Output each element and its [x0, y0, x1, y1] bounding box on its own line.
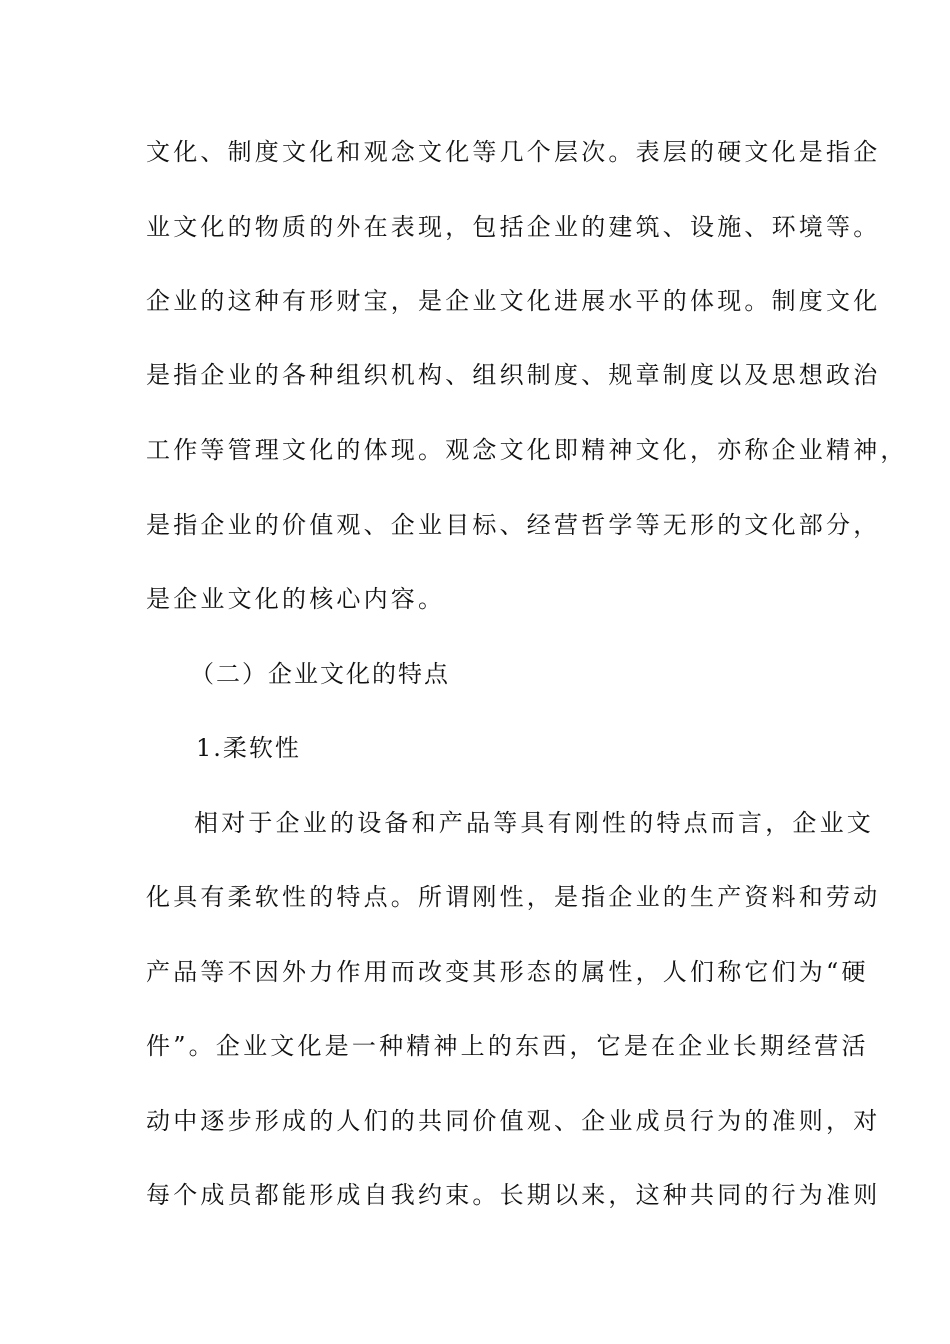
paragraph-line: 动中逐步形成的人们的共同价值观、企业成员行为的准则，对: [146, 1107, 881, 1135]
subsection-heading: 1.柔软性: [196, 734, 301, 762]
section-heading: （二）企业文化的特点: [190, 660, 450, 688]
paragraph-line: 是指企业的价值观、企业目标、经营哲学等无形的文化部分，: [146, 511, 881, 539]
paragraph-line: 文化、制度文化和观念文化等几个层次。表层的硬文化是指企: [146, 138, 881, 166]
paragraph-line: 相对于企业的设备和产品等具有刚性的特点而言，企业文: [194, 809, 874, 837]
paragraph-line: 是指企业的各种组织机构、组织制度、规章制度以及思想政治: [146, 361, 881, 389]
paragraph-line: 件”。企业文化是一种精神上的东西，它是在企业长期经营活: [146, 1032, 869, 1060]
paragraph-line: 产品等不因外力作用而改变其形态的属性，人们称它们为“硬: [146, 958, 869, 986]
paragraph-line: 业文化的物质的外在表现，包括企业的建筑、设施、环境等。: [146, 213, 881, 241]
paragraph-line: 化具有柔软性的特点。所谓刚性，是指企业的生产资料和劳动: [146, 883, 881, 911]
paragraph-line: 是企业文化的核心内容。: [146, 585, 446, 613]
paragraph-line: 企业的这种有形财宝，是企业文化进展水平的体现。制度文化: [146, 287, 881, 315]
paragraph-line: 工作等管理文化的体现。观念文化即精神文化，亦称企业精神，: [146, 436, 908, 464]
paragraph-line: 每个成员都能形成自我约束。长期以来，这种共同的行为准则: [146, 1181, 881, 1209]
